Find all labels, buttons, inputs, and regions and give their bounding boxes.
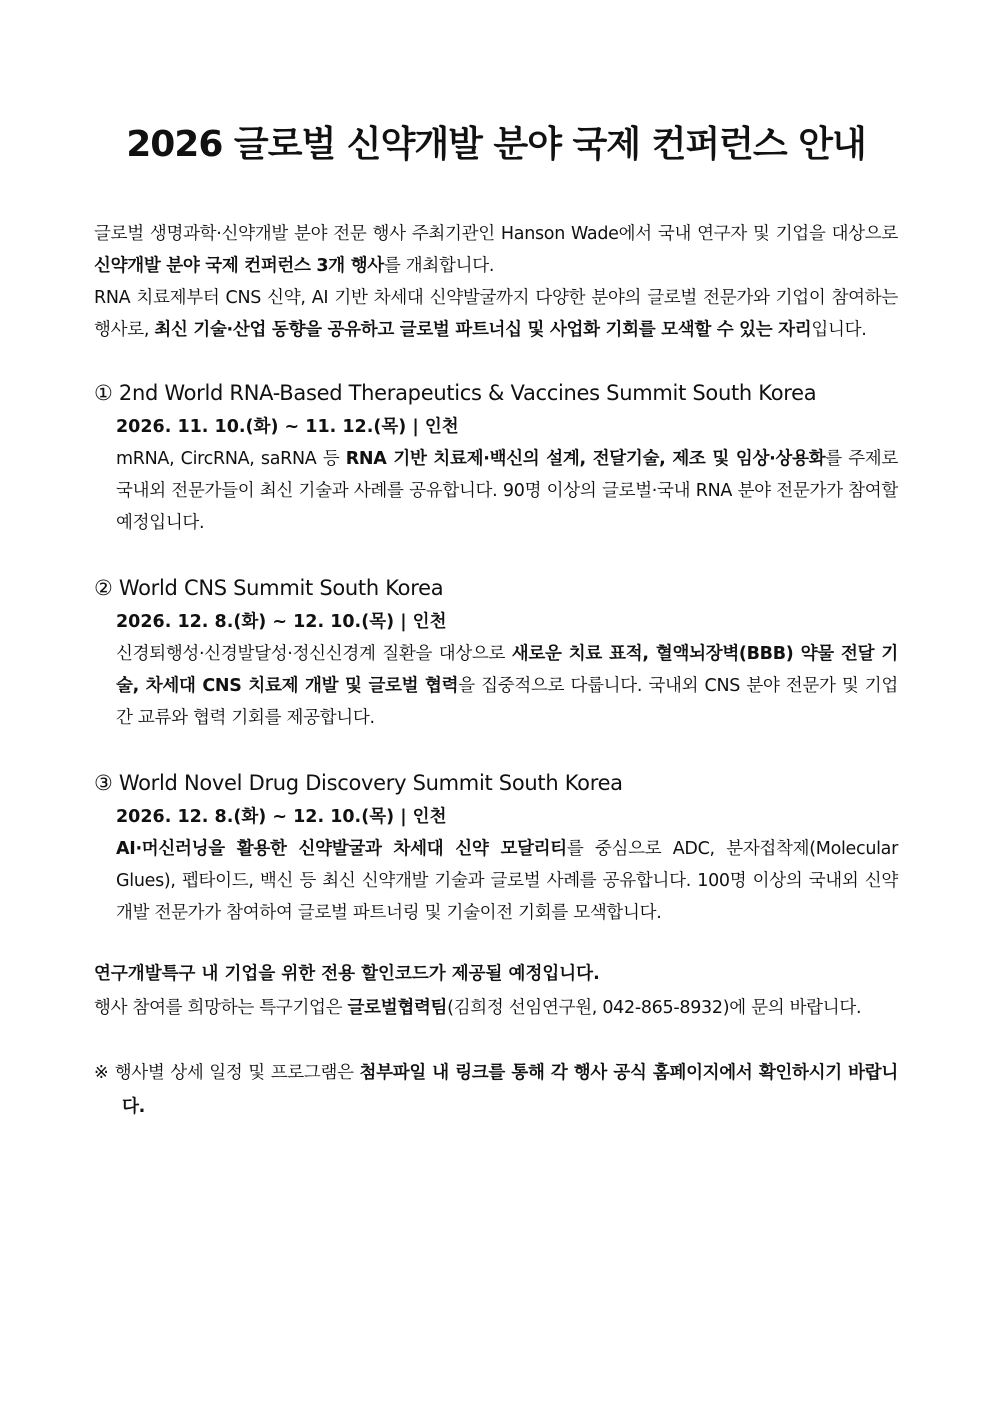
event-description [116, 833, 898, 929]
event-date: 2026. 11. 10.(화) ~ 11. 12.(목) | 인천 [116, 417, 459, 437]
event-desc-text: 를 주제로 국내외 전문가들이 최신 기술과 사례를 공유합니다. 90명 이상의 글로벌·국내 RNA 분야 전문가가 참여할 예정입니다. [116, 449, 899, 533]
event-description [116, 638, 898, 734]
intro-highlight: 최신 기술·산업 동향을 공유하고 글로벌 파트너십 및 사업화 기회를 모색할 수 있는 자리 [154, 320, 812, 340]
event-desc-text: 을 집중적으로 다룹니다. 국내외 CNS 분야 전문가 및 기업 간 교류와 협력 기회를 제공합니다. [116, 676, 898, 728]
discount-notice-body [94, 992, 904, 1024]
event-desc-text: mRNA, CircRNA, saRNA 등 [116, 449, 346, 469]
event-desc-highlight: AI·머신러닝을 활용한 신약발굴과 차세대 신약 모달리티 [116, 839, 567, 859]
intro-text: 글로벌 생명과학·신약개발 분야 전문 행사 주최기관인 Hanson Wade에서 국내 연구자 및 기업을 대상으로 [94, 224, 898, 244]
event-title: ③ World Novel Drug Discovery Summit South Korea [94, 771, 623, 795]
notice-contact: (김희정 선임연구원, 042-865-8932)에 문의 바랍니다. [447, 998, 862, 1018]
intro-highlight: 신약개발 분야 국제 컨퍼런스 3개 행사 [94, 256, 384, 276]
intro-text: RNA 치료제부터 CNS 신약, AI 기반 차세대 신약발굴까지 다양한 분야의 글로벌 전문가와 기업이 참여하는 행사로, [94, 288, 898, 340]
footnote-text: ※ 행사별 상세 일정 및 프로그램은 [94, 1063, 360, 1083]
footnote [94, 1056, 898, 1124]
notice-text: 행사 참여를 희망하는 특구기업은 [94, 998, 348, 1018]
discount-notice-heading: 연구개발특구 내 기업을 위한 전용 할인코드가 제공될 예정입니다. [94, 964, 600, 984]
footnote-highlight: 첨부파일 내 링크를 통해 각 행사 공식 홈페이지에서 확인하시기 바랍니다. [122, 1063, 898, 1117]
event-title: ② World CNS Summit South Korea [94, 576, 444, 600]
event-description [116, 443, 898, 539]
intro-text: 를 개최합니다. [383, 256, 495, 276]
event-desc-highlight: RNA 기반 치료제·백신의 설계, 전달기술, 제조 및 임상·상용화 [345, 449, 826, 469]
page-title: 2026 글로벌 신약개발 분야 국제 컨퍼런스 안내 [126, 124, 866, 165]
event-desc-text: 신경퇴행성·신경발달성·정신신경계 질환을 대상으로 [116, 644, 512, 664]
event-date: 2026. 12. 8.(화) ~ 12. 10.(목) | 인천 [116, 612, 447, 632]
event-date: 2026. 12. 8.(화) ~ 12. 10.(목) | 인천 [116, 807, 447, 827]
intro-paragraph-2 [94, 282, 898, 346]
intro-text: 입니다. [811, 320, 867, 340]
intro-paragraph-1 [94, 218, 898, 282]
notice-team-name: 글로벌협력팀 [347, 998, 448, 1018]
event-desc-highlight: 새로운 치료 표적, 혈액뇌장벽(BBB) 약물 전달 기술, 차세대 CNS 치료제 개발 및 글로벌 협력 [116, 644, 898, 696]
event-title: ① 2nd World RNA-Based Therapeutics & Vaccines Summit South Korea [94, 381, 817, 405]
event-desc-text: 를 중심으로 ADC, 분자접착제(Molecular Glues), 펩타이드, 백신 등 최신 신약개발 기술과 글로벌 사례를 공유합니다. 100명 이상의 국내외 신약개발 전문가가 참여하여 글로벌 파트너링 및 기술이전 기회를 모색합니다. [116, 839, 898, 923]
